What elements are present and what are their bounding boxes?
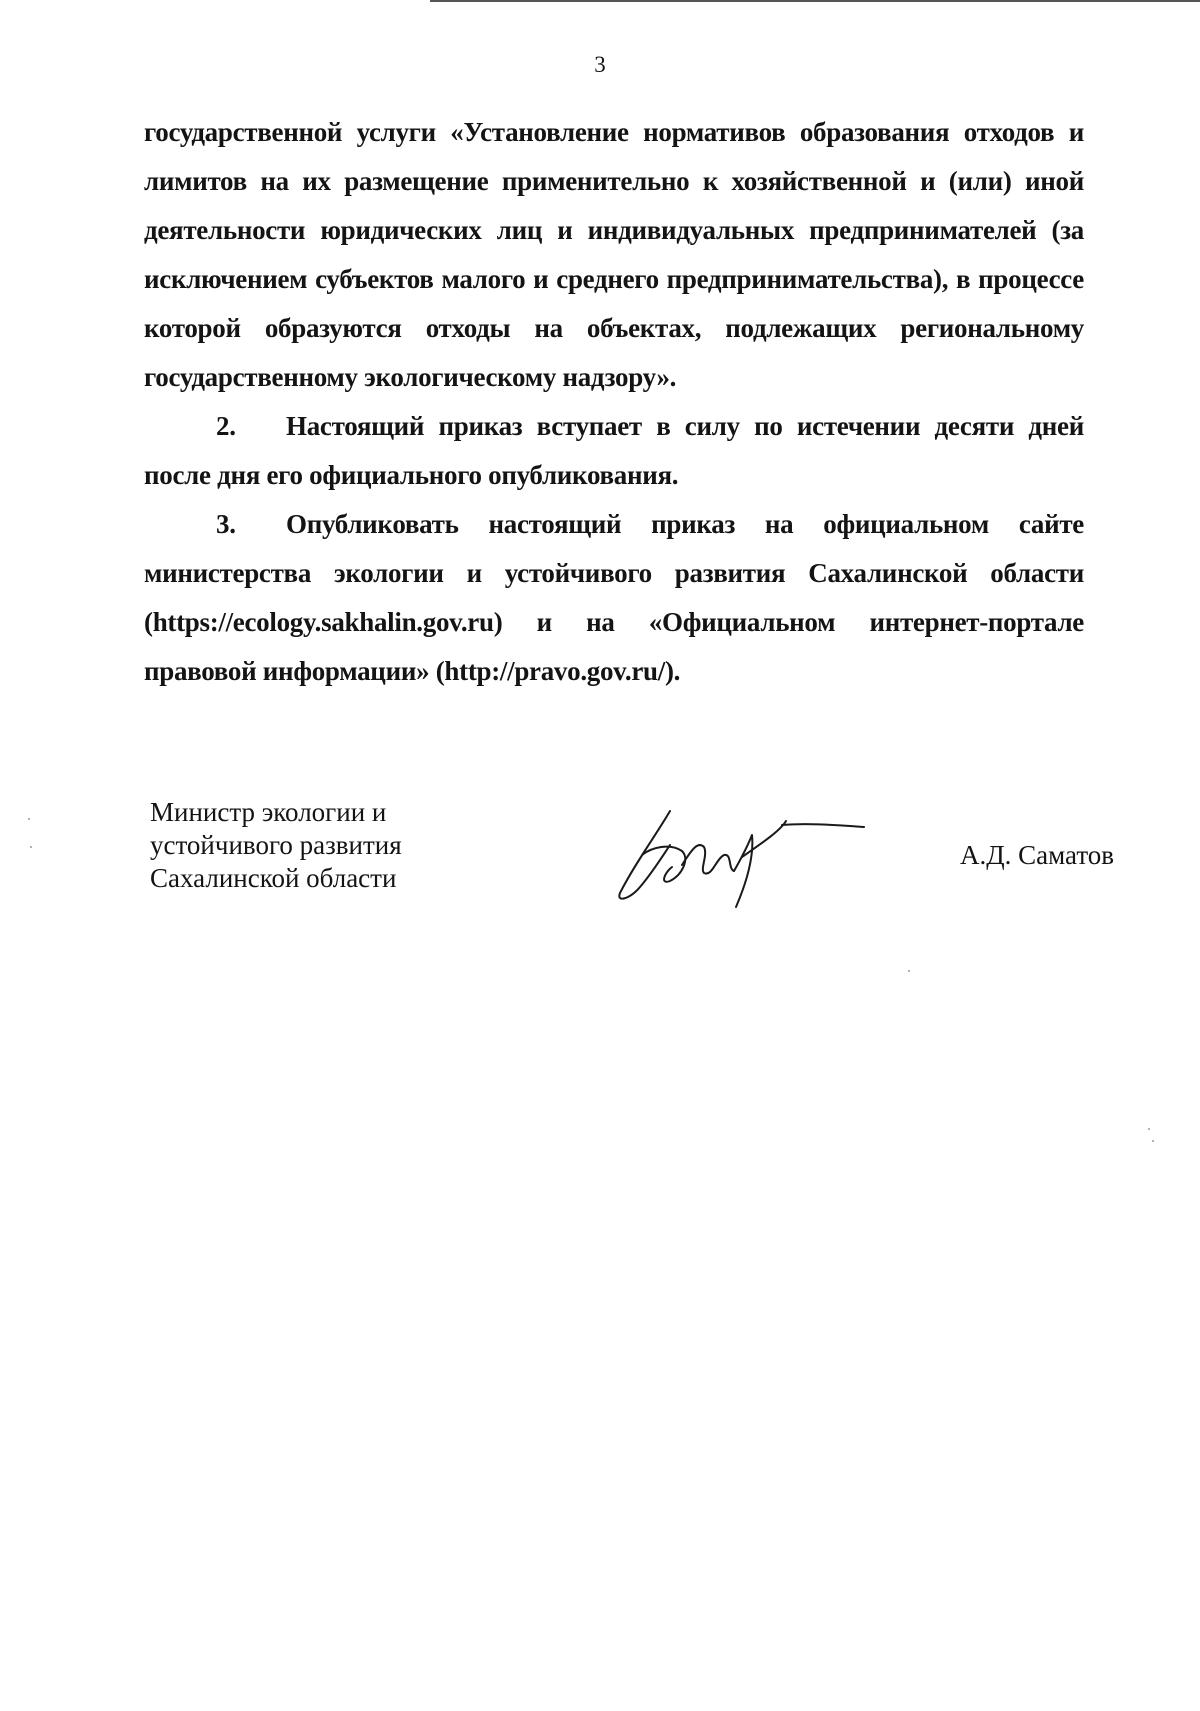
document-body [144, 108, 1084, 696]
scan-top-rule [430, 0, 1200, 2]
signer-position-line-2: устойчивого развития [150, 830, 402, 860]
signer-position-line-1: Министр экологии и [150, 797, 387, 827]
item-3-text: Опубликовать настоящий приказ на официальном сайте министерства экологии и устойчивого развития Сахалинской области (https://ecology.sakhalin.gov.ru) и на «Официальном интернет-портале правовой информации» (http://pravo.gov.ru/). [144, 509, 1084, 686]
item-3 [144, 500, 1084, 696]
signer-position [150, 796, 402, 895]
item-2 [144, 402, 1084, 500]
scan-speck [1148, 1128, 1150, 1130]
continuation-paragraph: государственной услуги «Установление нормативов образования отходов и лимитов на их размещение применительно к хозяйственной и (или) иной деятельности юридических лиц и индивидуальных предпринимателей (за исключением субъектов малого и среднего предпринимательства), в процессе которой образуются отходы на объектах, подлежащих региональному государственному экологическому надзору». [144, 117, 1084, 392]
handwritten-signature [612, 795, 872, 915]
item-2-number: 2. [216, 411, 236, 441]
scan-speck [908, 970, 910, 972]
scan-speck [30, 846, 32, 848]
scan-speck [1152, 1140, 1154, 1142]
page-number: 3 [594, 52, 606, 77]
signer-name: А.Д. Саматов [960, 840, 1115, 870]
item-2-text: Настоящий приказ вступает в силу по истечении десяти дней после дня его официального опубликования. [144, 411, 1084, 490]
scan-speck [28, 818, 30, 820]
item-3-number: 3. [216, 509, 236, 539]
signer-position-line-3: Сахалинской области [150, 863, 397, 893]
